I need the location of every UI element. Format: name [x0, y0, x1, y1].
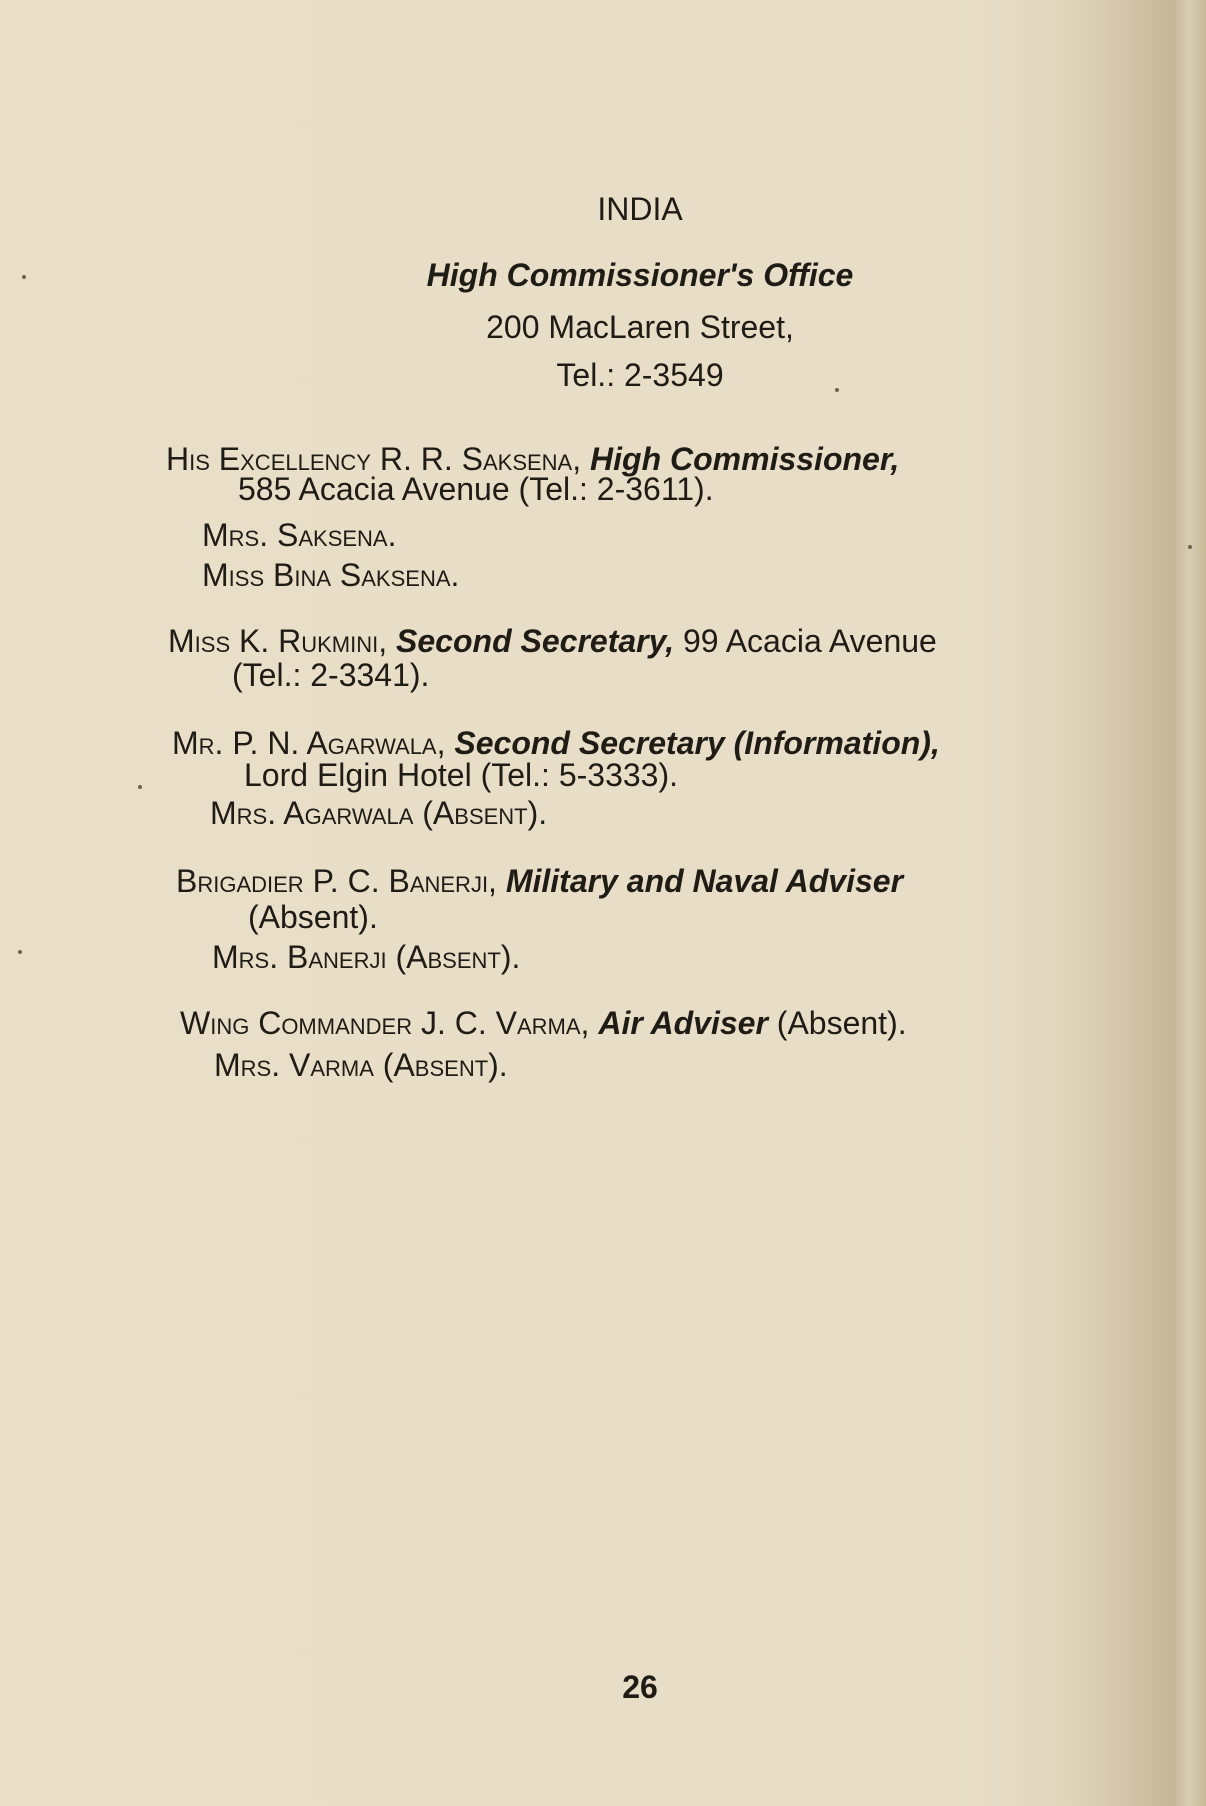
- entry-name: His Excellency R. R. Saksena,: [166, 441, 582, 477]
- country-heading: INDIA: [597, 191, 683, 227]
- family-member: Mrs. Agarwala (Absent).: [210, 795, 548, 831]
- family-member: Mrs. Saksena.: [202, 517, 397, 553]
- family-member: Mrs. Banerji (Absent).: [212, 939, 521, 975]
- page-number: 26: [622, 1669, 658, 1705]
- entry-inline-details: 99 Acacia Avenue: [682, 623, 937, 659]
- entry-details: (Absent).: [248, 899, 378, 935]
- entry-title: Air Adviser: [598, 1005, 768, 1041]
- family-member: Miss Bina Saksena.: [202, 557, 460, 593]
- entry-title: Military and Naval Adviser: [505, 863, 904, 899]
- entry-inline-details: (Absent).: [776, 1005, 907, 1041]
- entry-name: Brigadier P. C. Banerji,: [176, 863, 497, 899]
- entry-name-line: [176, 862, 903, 900]
- entry-name-line: [180, 1004, 907, 1042]
- office-title: High Commissioner's Office: [426, 257, 854, 293]
- office-phone: Tel.: 2-3549: [556, 357, 724, 393]
- office-address: 200 MacLaren Street,: [486, 309, 794, 345]
- family-member: Mrs. Varma (Absent).: [214, 1047, 508, 1083]
- entry-name: Wing Commander J. C. Varma,: [180, 1005, 590, 1041]
- entry-title: High Commissioner,: [590, 441, 900, 477]
- entry-title: Second Secretary (Information),: [454, 725, 940, 761]
- entry-details: Lord Elgin Hotel (Tel.: 5-3333).: [244, 757, 678, 793]
- entry-title: Second Secretary,: [396, 623, 675, 659]
- entry-name: Miss K. Rukmini,: [168, 623, 388, 659]
- entry-name: Mr. P. N. Agarwala,: [172, 725, 446, 761]
- entry-details: 585 Acacia Avenue (Tel.: 2-3611).: [238, 471, 714, 507]
- entry-details: (Tel.: 2-3341).: [232, 657, 430, 693]
- entry-name-line: [168, 622, 937, 660]
